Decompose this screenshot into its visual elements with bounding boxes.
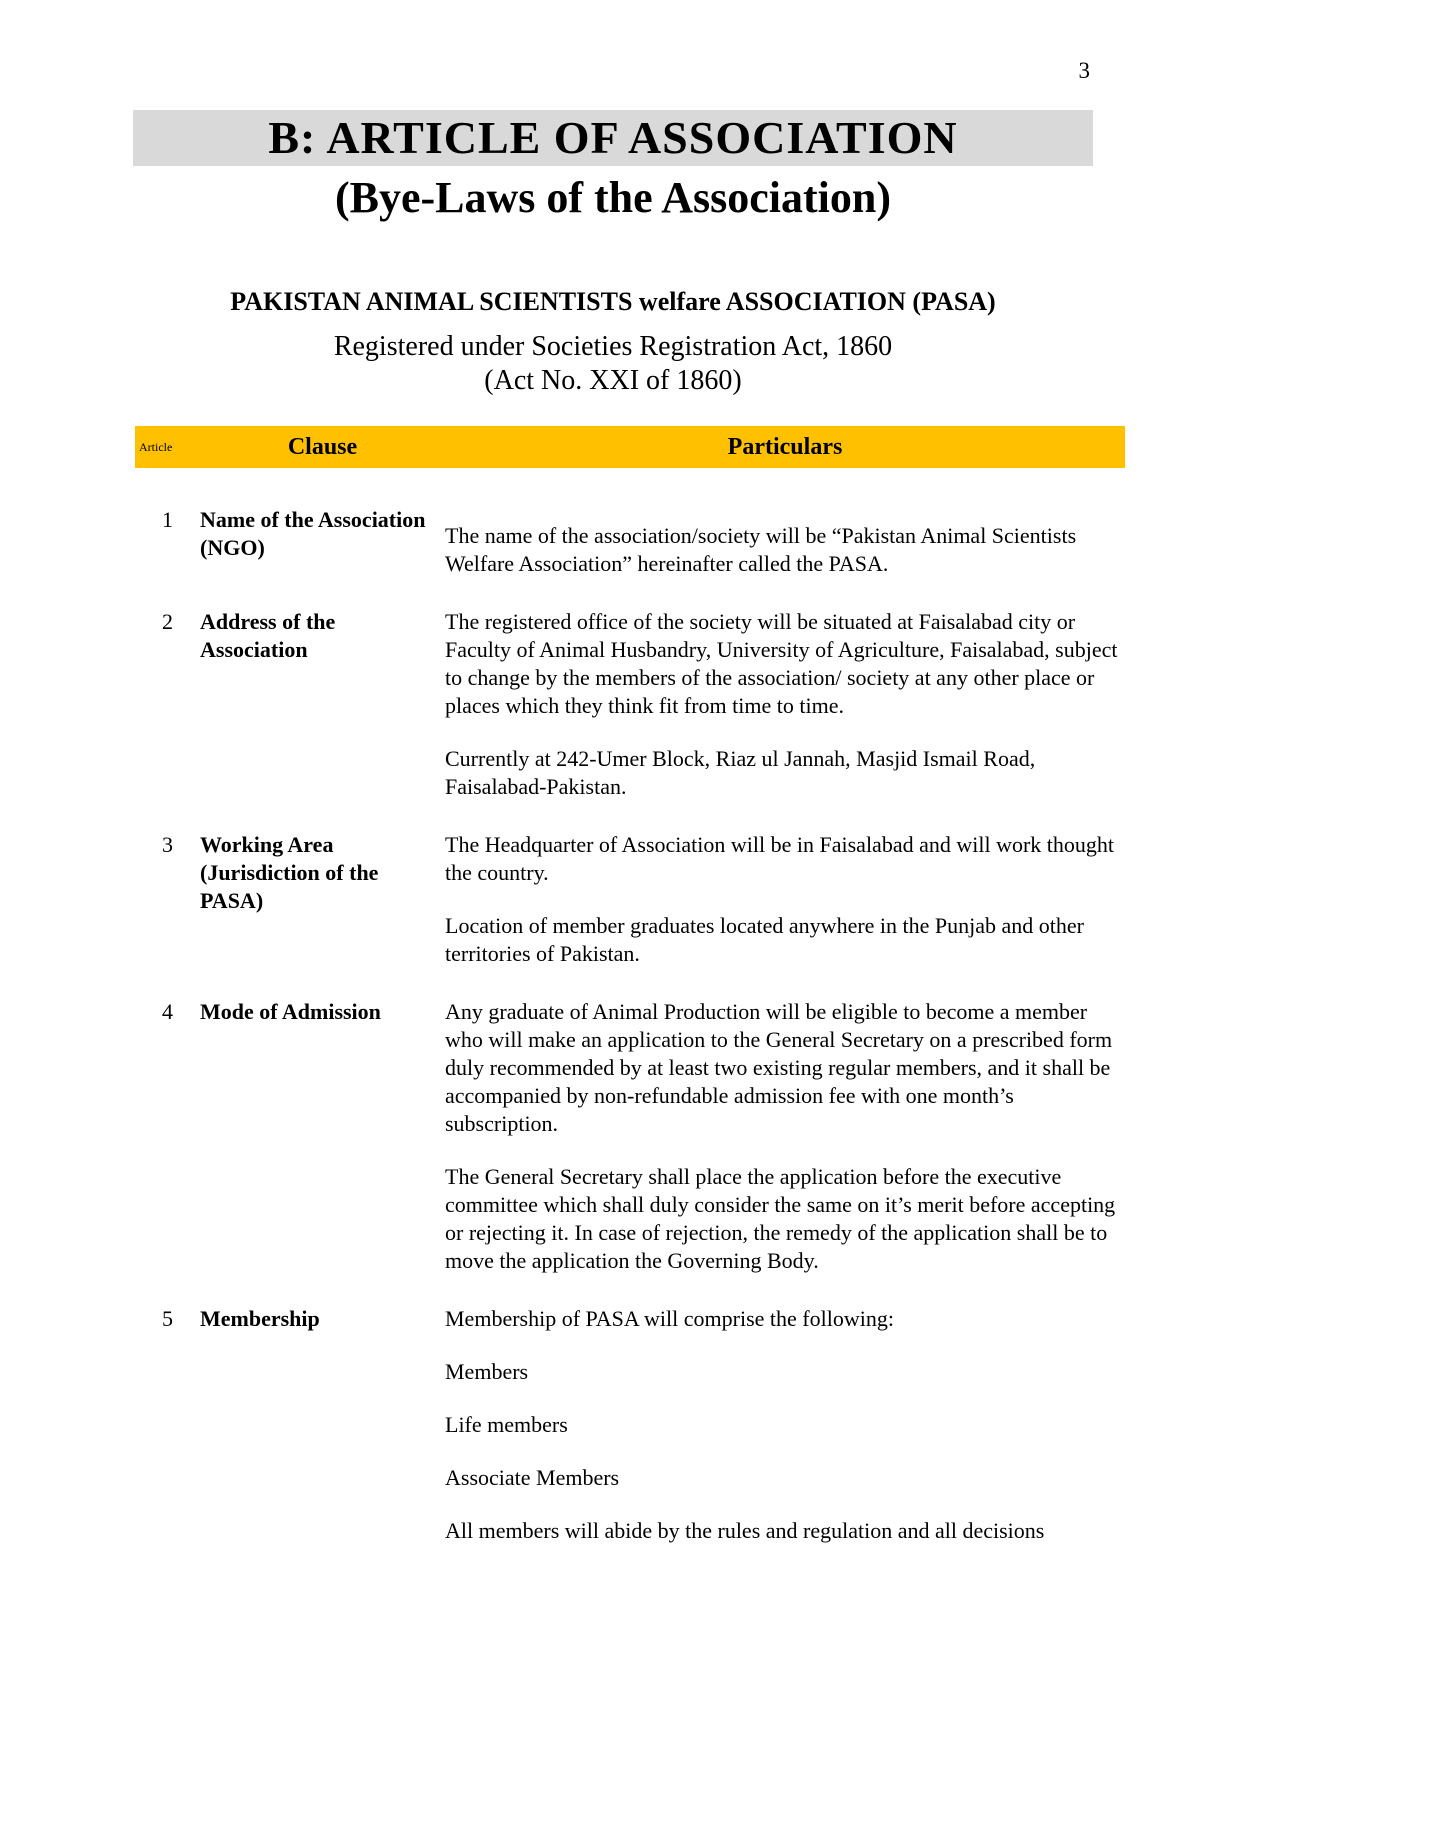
particulars-paragraph: Members — [445, 1359, 529, 1384]
particulars-paragraph: Any graduate of Animal Production will be eligible to become a member who will make an application to the General Secretary on a prescribed form duly recommended by at least two existing regular members, and it shall be accompanied by non-refundable admission fee with one month’s subscription. — [445, 999, 1113, 1136]
article-number: 5 — [162, 1306, 173, 1331]
article-number: 1 — [162, 507, 173, 532]
act-line: (Act No. XXI of 1860) — [484, 365, 742, 396]
particulars-paragraph: The Headquarter of Association will be in Faisalabad and will work thought the country. — [445, 832, 1115, 885]
particulars-cell — [445, 998, 1125, 1275]
column-header-article: Article — [139, 439, 173, 454]
table-row — [135, 608, 1125, 801]
particulars-paragraph: Currently at 242-Umer Block, Riaz ul Jannah, Masjid Ismail Road, Faisalabad-Pakistan. — [445, 746, 1036, 799]
particulars-cell — [445, 1305, 1125, 1545]
document-header — [133, 110, 1093, 398]
table-row — [135, 998, 1125, 1275]
particulars-paragraph: Location of member graduates located anywhere in the Punjab and other territories of Pakistan. — [445, 913, 1084, 966]
document-subtitle: (Bye-Laws of the Association) — [334, 173, 892, 222]
particulars-cell — [445, 608, 1125, 801]
particulars-paragraph: The General Secretary shall place the application before the executive committee which shall duly consider the same on it’s merit before accepting or rejecting it. In case of rejection, the remedy of the application shall be to move the application the Governing Body. — [445, 1164, 1116, 1273]
document-title: B: ARTICLE OF ASSOCIATION — [133, 110, 1093, 166]
organization-name: PAKISTAN ANIMAL SCIENTISTS welfare ASSOCIATION (PASA) — [230, 287, 996, 316]
table-body — [135, 468, 1125, 1545]
article-number: 4 — [162, 999, 173, 1024]
particulars-cell — [445, 506, 1125, 578]
bylaws-table — [135, 426, 1125, 1545]
clause-title: Name of the Association (NGO) — [200, 507, 426, 560]
particulars-paragraph: All members will abide by the rules and regulation and all decisions — [445, 1518, 1045, 1543]
column-header-particulars: Particulars — [727, 433, 843, 460]
article-number: 3 — [162, 832, 173, 857]
clause-title: Membership — [200, 1306, 320, 1331]
particulars-cell — [445, 831, 1125, 968]
particulars-paragraph: Life members — [445, 1412, 568, 1437]
page-number: 3 — [1078, 58, 1090, 83]
article-number: 2 — [162, 609, 173, 634]
particulars-paragraph: Membership of PASA will comprise the following: — [445, 1306, 894, 1331]
clause-title: Address of the Association — [200, 609, 336, 662]
clause-title: Working Area (Jurisdiction of the PASA) — [200, 832, 379, 913]
particulars-paragraph: Associate Members — [445, 1465, 620, 1490]
particulars-paragraph: The name of the association/society will be “Pakistan Animal Scientists Welfare Association” hereinafter called the PASA. — [445, 523, 1077, 576]
particulars-paragraph: The registered office of the society will be situated at Faisalabad city or Faculty of Animal Husbandry, University of Agriculture, Faisalabad, subject to change by the members of the association/ society at any other place or places which they think fit from time to time. — [445, 609, 1118, 718]
table-row — [135, 506, 1125, 578]
table-header-row — [135, 426, 1125, 468]
clause-title: Mode of Admission — [200, 999, 381, 1024]
registration-line: Registered under Societies Registration Act, 1860 — [333, 331, 893, 362]
column-header-clause: Clause — [287, 433, 358, 460]
table-row — [135, 831, 1125, 968]
table-row — [135, 1305, 1125, 1545]
